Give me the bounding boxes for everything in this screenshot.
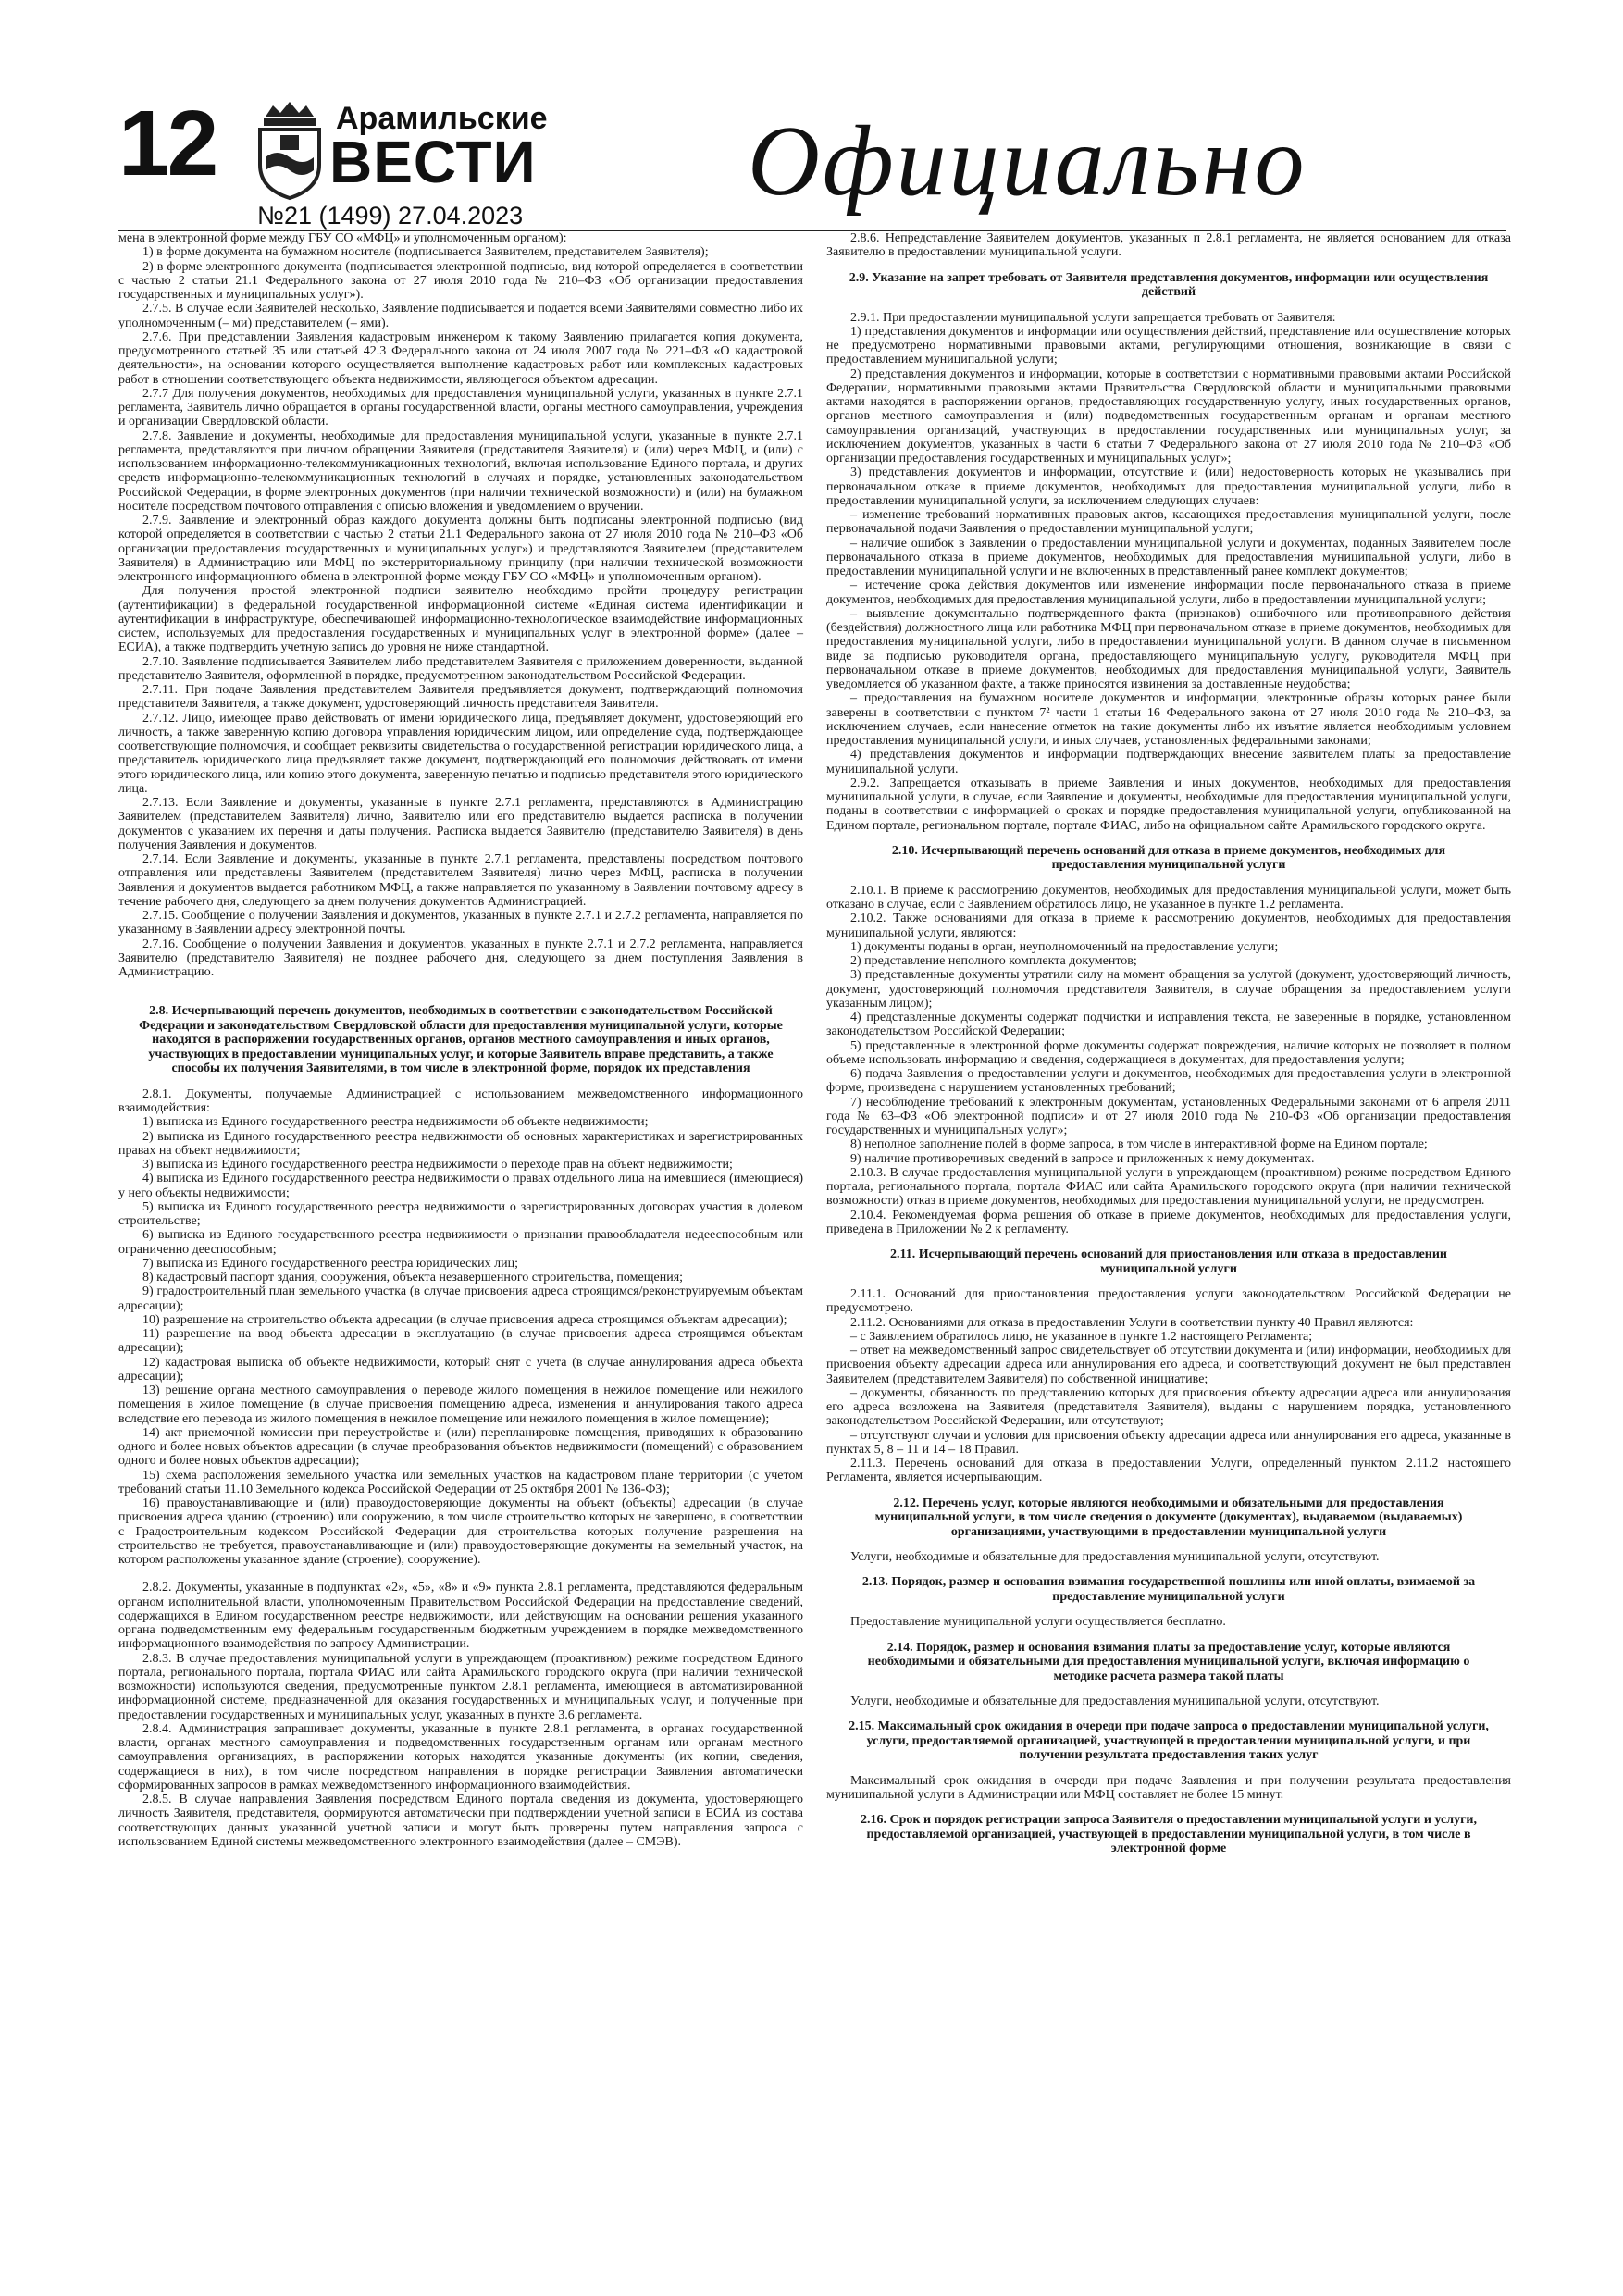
paragraph: 2) представления документов и информации, которые в соответствии с нормативными правовыми актами Российской Федерации, нормативными правовыми актами Правительства Свердловской области и муниципальными правовыми актами находятся в распоряжении органов, предоставляющих государственную услугу, иных государственных органов, органов местного самоуправления и (или) подведомственных государственным органам и органам местного самоуправления организаций, участвующих в предоставлении государственных или муниципальных услуг, за исключением документов, указанных в части 6 статьи 7 Федерального закона от 27 июля 2010 года № 210–ФЗ «Об организации предоставления государственных и муниципальных услуг»; xyxy=(826,366,1511,465)
paragraph: 3) представленные документы утратили силу на момент обращения за услугой (документ, удостоверяющий личность, документ, удостоверяющий полномочия представителя Заявителя, в случае обращения за предоставлением услуги указанным лицом); xyxy=(826,968,1511,1011)
paragraph: 1) документы поданы в орган, неуполномоченный на предоставление услуги; xyxy=(850,939,1279,954)
paragraph: 2.8.6. Непредставление Заявителем документов, указанных п 2.8.1 регламента, не является основанием для отказа Заявителю в предоставлении муниципальной услуги. xyxy=(826,231,1511,260)
paragraph: 1) выписка из Единого государственного реестра недвижимости об объекте недвижимости; xyxy=(142,1115,649,1130)
paragraph: Для получения простой электронной подписи заявителю необходимо пройти процедуру регистрации (аутентификации) в федеральной государственной информационной системе «Единая система идентификации и аутентификации в инфраструктуре, обеспечивающей информационно-технологическое взаимодействие информационных систем, используемых для предоставления государственных и муниципальных услуг в электронной форме» (далее – ЕСИА), а также подтвердить учетную запись до уровня не ниже стандартной. xyxy=(118,584,803,655)
paragraph: 2.10.1. В приеме к рассмотрению документов, необходимых для предоставления муниципальной услуги, может быть отказано в случае, если с Заявлением обратилось лицо, не указанное в пункте 1.2 регламента. xyxy=(826,883,1511,912)
paragraph: 2.9.1. При предоставлении муниципальной услуги запрещается требовать от Заявителя: xyxy=(850,310,1336,325)
paragraph: 14) акт приемочной комиссии при переустройстве и (или) перепланировке помещения, приводящих к образованию одного и более новых объектов адресации (в случае преобразования объектов недвижимости (помещений) с образованием одного и более новых объектов адресации); xyxy=(118,1425,803,1469)
paragraph: 2) представление неполного комплекта документов; xyxy=(850,954,1137,968)
paragraph: 15) схема расположения земельного участка или земельных участков на кадастровом плане территории (с учетом требований статьи 11.10 Земельного кодекса Российской Федерации от 25 октября 2001 № 136-ФЗ); xyxy=(118,1468,803,1496)
section-heading: 2.11. Исчерпывающий перечень оснований для приостановления или отказа в предоставлении муниципальной услуги xyxy=(889,1247,1447,1276)
paragraph: 2.8.1. Документы, получаемые Администрацией с использованием межведомственного информационного взаимодействия: xyxy=(118,1086,803,1115)
paragraph: 13) решение органа местного самоуправления о переводе жилого помещения в нежилое помещение или нежилого помещения в жилое помещение (в случае присвоения помещению адреса, изменения и аннулирования такого адреса вследствие его перевода из жилого помещения в нежилое помещение или нежилого помещения в жилое помещение); xyxy=(118,1384,803,1426)
paragraph: – наличие ошибок в Заявлении о предоставлении муниципальной услуги и документах, поданных Заявителем после первоначального отказа в приеме документов, необходимых для предоставления муниципальной услуги, либо в предоставлении муниципальной услуги и не включенных в представленный ранее комплект документов; xyxy=(826,536,1511,578)
paragraph: – ответ на межведомственный запрос свидетельствует об отсутствии документа и (или) информации, необходимых для присвоения объекту адресации адреса или аннулирования его адреса, и соответствующий документ не был представлен Заявителем (представителем Заявителя) по собственной инициативе; xyxy=(826,1344,1511,1386)
newspaper-name-main: ВЕСТИ xyxy=(329,129,537,195)
paragraph: 3) представления документов и информации, отсутствие и (или) недостоверность которых не указывались при первоначальном отказе в приеме документов, необходимых для предоставления муниципальной услуги, либо в предоставлении муниципальной услуги, за исключением следующих случаев: xyxy=(826,465,1511,508)
paragraph: 1) представления документов и информации или осуществления действий, представление или осуществление которых не предусмотрено нормативными правовыми актами, регулирующими отношения, возникающие в связи с предоставлением муниципальной услуги; xyxy=(826,324,1511,367)
section-title: Официально xyxy=(748,106,1307,217)
paragraph: 10) разрешение на строительство объекта адресации (в случае присвоения адреса строящимся объектам адресации); xyxy=(142,1312,787,1327)
paragraph: – истечение срока действия документов или изменение информации после первоначального отказа в приеме документов, необходимых для предоставления муниципальной услуги, либо в предоставлении муниципальной услуги; xyxy=(826,578,1511,607)
paragraph: 9) наличие противоречивых сведений в запросе и приложенных к нему документах. xyxy=(850,1151,1315,1166)
paragraph: мена в электронной форме между ГБУ СО «МФЦ» и уполномоченным органом): xyxy=(118,231,567,245)
right-column xyxy=(826,231,1511,1868)
paragraph: 2.7.8. Заявление и документы, необходимые для предоставления муниципальной услуги, указанные в пункте 2.7.1 регламента, представляются при личном обращении Заявителя (представителя Заявителя) и (или) через МФЦ, и (или) с использованием информационно-телекоммуникационных технологий, включая использование Единого портала, и других средств информационно-телекоммуникационных технологий в случаях и порядке, установленных законодательством Российской Федерации, в форме электронных документов (при наличии технической возможности) и (или) на бумажном носителе посредством почтового отправления с описью вложения и уведомлением о вручении. xyxy=(118,428,803,514)
paragraph: 4) представления документов и информации подтверждающих внесение заявителем платы за предоставление муниципальной услуги. xyxy=(826,748,1511,776)
spacer xyxy=(118,979,803,993)
paragraph: 2.8.3. В случае предоставления муниципальной услуги в упреждающем (проактивном) режиме посредством Единого портала, регионального портала, портала ФИАС или сайта Арамильского городского округа (при наличии технической возможности) используются сведения, предусмотренные пунктом 2.8.1 регламента, имеющиеся в автоматизированной информационной системе, предназначенной для оказания государственных и муниципальных услуг, и полученные при предоставлении государственных и муниципальных услуг, указанных в пункте 3.6 регламента. xyxy=(118,1651,803,1722)
paragraph: 2.7.9. Заявление и электронный образ каждого документа должны быть подписаны электронной подписью (вид которой определяется в соответствии с частью 2 статьи 21.1 Федерального закона от 27 июля 2010 года № 210–ФЗ «Об организации предоставления государственных и муниципальных услуг») и представляются Заявителем (представителем Заявителя) в Администрацию или МФЦ по экстерриториальному принципу (при наличии технической возможности электронного информационного обмена в электронной форме между ГБУ СО «МФЦ» и уполномоченным органом). xyxy=(118,514,803,584)
paragraph: Максимальный срок ожидания в очереди при подаче Заявления и при получении результата предоставления муниципальной услуги в Администрации или МФЦ составляет не более 15 минут. xyxy=(826,1773,1511,1802)
paragraph: 5) выписка из Единого государственного реестра недвижимости о зарегистрированных договорах участия в долевом строительстве; xyxy=(118,1199,803,1228)
paragraph: 8) кадастровый паспорт здания, сооружения, объекта незавершенного строительства, помещения; xyxy=(142,1271,684,1285)
paragraph: 4) выписка из Единого государственного реестра недвижимости о правах отдельного лица на имевшиеся (имеющиеся) у него объекты недвижимости; xyxy=(118,1172,803,1200)
paragraph: 2.10.2. Также основаниями для отказа в приеме к рассмотрению документов, необходимых для предоставления муниципальной услуги, являются: xyxy=(826,912,1511,940)
section-heading: 2.15. Максимальный срок ожидания в очереди при подаче запроса о предоставлении муниципальной услуги, услуги, предоставляемой организацией, участвующей в предоставлении муниципальной услуги, и при получении результата предоставления таких услуг xyxy=(849,1719,1489,1763)
town-coat-of-arms-icon xyxy=(253,100,327,202)
paragraph: 9) градостроительный план земельного участка (в случае присвоения адреса строящимся/реконструируемым объектам адресации); xyxy=(118,1285,803,1313)
paragraph: 2.7.11. При подаче Заявления представителем Заявителя предъявляется документ, подтверждающий полномочия представителя Заявителя, а также документ, удостоверяющий личность представителя Заявителя. xyxy=(118,683,803,712)
paragraph: 2.8.4. Администрация запрашивает документы, указанные в пункте 2.8.1 регламента, в органах государственной власти, органах местного самоуправления и подведомственных государственным органам или органам местного самоуправления организациях, в распоряжении которых находятся указанные документы (их копии, сведения, содержащиеся в них), в том числе посредством направления в порядке регистрации Заявления автоматически сформированных запросов в рамках межведомственного информационного взаимодействия. xyxy=(118,1721,803,1793)
paragraph: 6) выписка из Единого государственного реестра недвижимости о признании правообладателя недееспособным или ограниченно дееспособным; xyxy=(118,1228,803,1257)
issue-info: №21 (1499) 27.04.2023 xyxy=(257,202,524,230)
section-heading: 2.14. Порядок, размер и основания взимания платы за предоставление услуг, которые являются необходимыми и обязательными для предоставления муниципальной услуги, включая информацию о методике расчета размера такой платы xyxy=(867,1640,1470,1683)
paragraph: – документы, обязанность по представлению которых для присвоения объекту адресации адреса или аннулирования его адреса возложена на Заявителя (представителя Заявителя), выданы с нарушением порядка, установленного законодательством Российской Федерации, или отсутствуют; xyxy=(826,1385,1511,1429)
paragraph: 2.7.7 Для получения документов, необходимых для предоставления муниципальной услуги, указанных в пункте 2.7.1 регламента, Заявитель лично обращается в органы государственной власти, органы местного самоуправления, учреждения и организации Свердловской области. xyxy=(118,386,803,429)
section-heading: 2.9. Указание на запрет требовать от Заявителя представления документов, информации или осуществления действий xyxy=(849,270,1489,299)
paragraph: 2.7.14. Если Заявление и документы, указанные в пункте 2.7.1 регламента, представлены посредством почтового отправления или представлены Заявителем (представителем Заявителя) лично через МФЦ, расписка в получении Заявления и документов выдается работником МФЦ, а также направляется по указанному в Заявлении почтовому адресу в течение рабочего дня, следующего за днем получения документов Администрацией. xyxy=(118,852,803,909)
paragraph: 2.7.15. Сообщение о получении Заявления и документов, указанных в пункте 2.7.1 и 2.7.2 регламента, направляется по указанному в Заявлении адресу электронной почты. xyxy=(118,909,803,937)
paragraph: Услуги, необходимые и обязательные для предоставления муниципальной услуги, отсутствуют. xyxy=(850,1550,1380,1564)
paragraph: 2.11.1. Оснований для приостановления предоставления услуги законодательством Российской Федерации не предусмотрено. xyxy=(826,1287,1511,1316)
paragraph: 12) кадастровая выписка об объекте недвижимости, который снят с учета (в случае аннулирования адреса объекта адресации); xyxy=(118,1355,803,1384)
paragraph: Услуги, необходимые и обязательные для предоставления муниципальной услуги, отсутствуют. xyxy=(850,1694,1380,1708)
spacer xyxy=(118,1567,803,1581)
page-number: 12 xyxy=(118,92,217,195)
masthead xyxy=(118,93,1506,241)
paragraph: Предоставление муниципальной услуги осуществляется бесплатно. xyxy=(850,1615,1226,1630)
paragraph: 2) в форме электронного документа (подписывается электронной подписью, вид которой определяется в соответствии с частью 2 статьи 21.1 Федерального закона от 27 июля 2010 года № 210–ФЗ «Об организации предоставления государственных и муниципальных услуг»). xyxy=(118,259,803,302)
paragraph: – отсутствуют случаи и условия для присвоения объекту адресации адреса или аннулирования его адреса, указанные в пунктах 5, 8 – 11 и 14 – 18 Правил. xyxy=(826,1428,1511,1457)
paragraph: 7) несоблюдение требований к электронным документам, установленных Федеральными законами от 6 апреля 2011 года № 63–ФЗ «Об электронной подписи» и от 27 июля 2010 года № 210-ФЗ «Об организации предоставления государственных и муниципальных услуг»; xyxy=(826,1095,1511,1137)
section-heading: 2.13. Порядок, размер и основания взимания государственной пошлины или иной оплаты, взимаемой за предоставление муниципальной услуги xyxy=(861,1575,1476,1604)
newspaper-name-top: Арамильские xyxy=(336,101,548,136)
paragraph: 2.10.3. В случае предоставления муниципальной услуги в упреждающем (проактивном) режиме посредством Единого портала, регионального портала, портала ФИАС или сайта Арамильского городского округа (при наличии технической возможности) отказ в приеме документов, необходимых для предоставления муниципальной услуги, не предусмотрен. xyxy=(826,1165,1511,1209)
paragraph: – изменение требований нормативных правовых актов, касающихся предоставления муниципальной услуги, после первоначальной подачи Заявления о предоставлении муниципальной услуги; xyxy=(826,508,1511,537)
paragraph: 2.11.2. Основаниями для отказа в предоставлении Услуги в соответствии пункту 40 Правил являются: xyxy=(850,1315,1414,1330)
paragraph: 2.7.16. Сообщение о получении Заявления и документов, указанных в пункте 2.7.1 и 2.7.2 регламента, направляется Заявителю (представителю Заявителя) не позднее рабочего дня, следующего за днем поступления Заявления в Администрацию. xyxy=(118,937,803,979)
paragraph: 2.8.2. Документы, указанные в подпунктах «2», «5», «8» и «9» пункта 2.8.1 регламента, представляются федеральным органом исполнительной власти, уполномоченным Правительством Российской Федерации на предоставление сведений, содержащихся в Едином государственном реестре недвижимости, или действующим на основании решения указанного органа подведомственным ему федеральным государственным бюджетным учреждением в порядке межведомственного информационного взаимодействия по запросу Администрации. xyxy=(118,1581,803,1652)
paragraph: 6) подача Заявления о предоставлении услуги и документов, необходимых для предоставления услуги в электронной форме, произведена с нарушением установленных требований; xyxy=(826,1067,1511,1096)
paragraph: – с Заявлением обратилось лицо, не указанное в пункте 1.2 настоящего Регламента; xyxy=(850,1329,1313,1344)
paragraph: 2) выписка из Единого государственного реестра недвижимости об основных характеристиках и зарегистрированных правах на объект недвижимости; xyxy=(118,1129,803,1158)
paragraph: 2.9.2. Запрещается отказывать в приеме Заявления и иных документов, необходимых для предоставления муниципальной услуги, в случае, если Заявление и документы, необходимые для предоставления муниципальной услуги, поданы в соответствии с информацией о сроках и порядке предоставления муниципальной услуги, опубликованной на Едином портале, региональном портале, портале ФИАС, либо на официальном сайте Арамильского городского округа. xyxy=(826,776,1511,833)
paragraph: 16) правоустанавливающие и (или) правоудостоверяющие документы на объект (объекты) адресации (в случае присвоения адреса зданию (строению) или сооружению, в том числе строительство которых не завершено, в соответствии с Градостроительным кодексом Российской Федерации для строительства которых получение разрешения на строительство не требуется, правоустанавливающие и (или) правоудостоверяющие документы на земельный участок, на котором расположены указанное здание (строение), сооружение). xyxy=(118,1496,803,1567)
paragraph: 3) выписка из Единого государственного реестра недвижимости о переходе прав на объект недвижимости; xyxy=(142,1158,733,1172)
section-heading: 2.8. Исчерпывающий перечень документов, необходимых в соответствии с законодательством Российской Федерации и законодательством Свердловской области для предоставления муниципальной услуги, которые находятся в распоряжении государственных органов, органов местного самоуправления и иных органов, участвующих в предоставлении муниципальных услуг, и которые Заявитель вправе представить, а также способы их получения Заявителями, в том числе в электронной форме, порядок их представления xyxy=(139,1004,783,1076)
paragraph: 2.10.4. Рекомендуемая форма решения об отказе в приеме документов, необходимых для предоставления услуги, приведена в Приложении № 2 к регламенту. xyxy=(826,1208,1511,1236)
paragraph: – предоставления на бумажном носителе документов и информации, электронные образы которых ранее были заверены в соответствии с пунктом 7² части 1 статьи 16 Федерального закона от 27 июля 2010 года № 210–ФЗ, за исключением случаев, если нанесение отметок на такие документы либо их изъятие является необходимым условием предоставления муниципальной услуги, и иных случаев, установленных федеральными законами; xyxy=(826,691,1511,748)
paragraph: 5) представленные в электронной форме документы содержат повреждения, наличие которых не позволяет в полном объеме использовать информацию и сведения, содержащиеся в документах, для предоставления услуги; xyxy=(826,1038,1511,1067)
paragraph: 4) представленные документы содержат подчистки и исправления текста, не заверенные в порядке, установленном законодательством Российской Федерации; xyxy=(826,1011,1511,1039)
paragraph: 2.7.13. Если Заявление и документы, указанные в пункте 2.7.1 регламента, представляются в Администрацию Заявителем (представителем Заявителя) лично, Заявителю или его представителю выдается расписка в получении документов с указанием их перечня и даты получения. Расписка выдается Заявителю (представителю Заявителя) в день получения Заявления и документов. xyxy=(118,796,803,852)
section-heading: 2.12. Перечень услуг, которые являются необходимыми и обязательными для предоставления муниципальной услуги, в том числе сведения о документе (документах), выдаваемом (выдаваемых) организациями, участвующими в предоставлении муниципальной услуги xyxy=(874,1496,1463,1539)
paragraph: 2.7.12. Лицо, имеющее право действовать от имени юридического лица, предъявляет документ, удостоверяющий его личность, а также заверенную копию договора управления юридическим лицом, или определение суда, подтверждающее соответствующие полномочия, и сообщает реквизиты свидетельства о государственной регистрации юридического лица, а представитель юридического лица предъявляет также документ, подтверждающий его полномочия действовать от имени этого юридического лица, или копию этого документа, заверенную печатью и подписью представителя этого юридического лица. xyxy=(118,711,803,796)
paragraph: 8) неполное заполнение полей в форме запроса, в том числе в интерактивной форме на Едином портале; xyxy=(850,1137,1428,1152)
paragraph: 7) выписка из Единого государственного реестра юридических лиц; xyxy=(142,1256,518,1271)
paragraph: 2.7.6. При представлении Заявления кадастровым инженером к такому Заявлению прилагается копия документа, предусмотренного статьей 35 или статьей 42.3 Федерального закона от 24 июля 2007 года № 221–ФЗ «О кадастровой деятельности», на основании которого осуществляется выполнение кадастровых работ или комплексных кадастровых работ в отношении соответствующего объекта недвижимости, являющегося объектом адресации. xyxy=(118,329,803,387)
paragraph: 1) в форме документа на бумажном носителе (подписывается Заявителем, представителем Заявителя); xyxy=(142,245,709,260)
section-heading: 2.16. Срок и порядок регистрации запроса Заявителя о предоставлении муниципальной услуги и услуги, предоставляемой организацией, участвующей в предоставлении муниципальной услуги, в том числе в электронной форме xyxy=(860,1813,1477,1856)
paragraph: 2.11.3. Перечень оснований для отказа в предоставлении Услуги, определенный пунктом 2.11.2 настоящего Регламента, является исчерпывающим. xyxy=(826,1457,1511,1485)
paragraph: 2.7.10. Заявление подписывается Заявителем либо представителем Заявителя с приложением доверенности, выданной представителю Заявителя, оформленной в порядке, предусмотренном законодательством Российской Федерации. xyxy=(118,654,803,683)
left-column xyxy=(118,231,803,1849)
section-heading: 2.10. Исчерпывающий перечень оснований для отказа в приеме документов, необходимых для предоставления муниципальной услуги xyxy=(891,843,1446,873)
paragraph: 11) разрешение на ввод объекта адресации в эксплуатацию (в случае присвоения адреса строящимся объектам адресации); xyxy=(118,1327,803,1356)
paragraph: 2.7.5. В случае если Заявителей несколько, Заявление подписывается и подается всеми Заявителями совместно либо их уполномоченным (– ми) представителем (– ями). xyxy=(118,302,803,330)
paragraph: 2.8.5. В случае направления Заявления посредством Единого портала сведения из документа, удостоверяющего личность Заявителя, представителя, формируются автоматически при подтверждении учетной записи в ЕСИА из состава соответствующих данных указанной учетной записи и могут быть проверены путем направления запроса с использованием Единой системы межведомственного электронного взаимодействия (далее – СМЭВ). xyxy=(118,1793,803,1849)
paragraph: – выявление документально подтвержденного факта (признаков) ошибочного или противоправного действия (бездействия) должностного лица или работника МФЦ при первоначальном отказе в приеме документов, необходимых для предоставления муниципальной услуги, либо в предоставлении муниципальной услуги. В данном случае в письменном виде за подписью руководителя органа, предоставляющего муниципальную услугу, руководителя МФЦ при первоначальном отказе в приеме документов, необходимых для предоставления муниципальной услуги, Заявитель уведомляется об указанном факте, а также приносятся извинения за доставленные неудобства; xyxy=(826,606,1511,691)
